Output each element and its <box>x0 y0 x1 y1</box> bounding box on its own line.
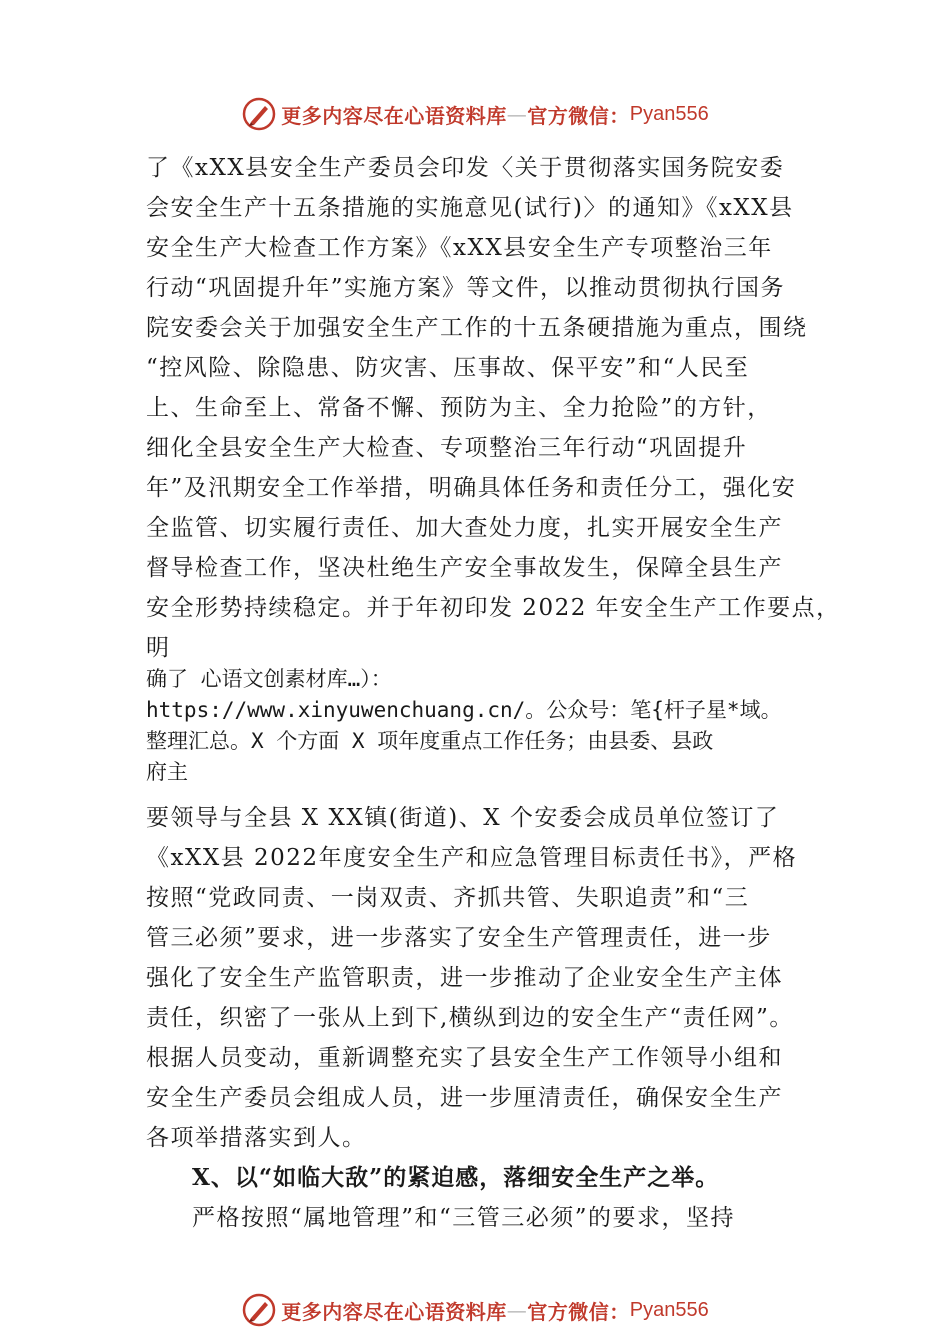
body-line: 明 <box>146 635 171 661</box>
body-line: 安全生产大检查工作方案》《xXX县安全生产专项整治三年 <box>146 235 773 261</box>
body-line: 强化了安全生产监管职责，进一步推动了企业安全生产主体 <box>146 965 783 991</box>
inserted-note-line: 府主 <box>146 760 188 784</box>
body-line: 了《xXX县安全生产委员会印发〈关于贯彻落实国务院安委 <box>146 155 785 181</box>
body-line: 严格按照“属地管理”和“三管三必须”的要求，坚持 <box>192 1205 736 1231</box>
body-line: 会安全生产十五条措施的实施意见(试行)〉的通知》《xXX县 <box>146 195 794 221</box>
body-line: 行动“巩固提升年”实施方案》等文件，以推动贯彻执行国务 <box>146 275 786 301</box>
inserted-note-line: https://www.xinyuwenchuang.cn/。公众号：笔{杆子星*域。 <box>146 698 782 722</box>
pen-circle-logo-icon <box>241 1292 277 1328</box>
header-banner <box>0 94 950 134</box>
body-line: 根据人员变动，重新调整充实了县安全生产工作领导小组和 <box>146 1045 783 1071</box>
body-line: 全监管、切实履行责任、加大查处力度，扎实开展安全生产 <box>146 515 783 541</box>
pen-circle-logo-icon <box>241 96 277 132</box>
body-line: 《xXX县 2022年度安全生产和应急管理目标责任书》，严格 <box>146 845 798 871</box>
body-line: 各项举措落实到人。 <box>146 1125 367 1151</box>
footer-banner <box>0 1290 950 1330</box>
banner-dash: — <box>506 1298 528 1322</box>
body-line: 责任，织密了一张从上到下,横纵到边的安全生产“责任网”。 <box>146 1005 794 1031</box>
body-line: 管三必须”要求，进一步落实了安全生产管理责任，进一步 <box>146 925 772 951</box>
body-line: 按照“党政同责、一岗双责、齐抓共管、失职追责”和“三 <box>146 885 750 911</box>
document-body <box>146 148 841 1238</box>
body-line: 安全形势持续稳定。并于年初印发 2022 年安全生产工作要点， <box>146 595 841 621</box>
banner-text: 更多内容尽在心语资料库 <box>281 103 507 128</box>
banner-wechat-id: Pyan556 <box>629 102 709 125</box>
body-line: “控风险、除隐患、防灾害、压事故、保平安”和“人民至 <box>146 355 750 381</box>
body-line: 上、生命至上、常备不懈、预防为主、全力抢险”的方针， <box>146 395 772 421</box>
body-line: 安全生产委员会组成人员，进一步厘清责任，确保安全生产 <box>146 1085 783 1111</box>
body-line: 督导检查工作，坚决杜绝生产安全事故发生，保障全县生产 <box>146 555 783 581</box>
banner-wechat-label: 官方微信： <box>527 1299 630 1324</box>
body-line: 要领导与全县 X XX镇(街道)、X 个安委会成员单位签订了 <box>146 805 780 831</box>
banner-dash: — <box>506 102 528 126</box>
body-line: 细化全县安全生产大检查、专项整治三年行动“巩固提升 <box>146 435 748 461</box>
banner-wechat-label: 官方微信： <box>527 103 630 128</box>
banner-wechat-id: Pyan556 <box>629 1298 709 1321</box>
body-line: 年”及汛期安全工作举措，明确具体任务和责任分工，强化安 <box>146 475 797 501</box>
inserted-note-line: 整理汇总。X 个方面 X 项年度重点工作任务；由县委、县政 <box>146 729 714 753</box>
inserted-note-line: 确了 心语文创素材库…）： <box>146 667 392 691</box>
section-heading: X、以“如临大敌”的紧迫感，落细安全生产之举。 <box>192 1164 720 1191</box>
body-line: 院安委会关于加强安全生产工作的十五条硬措施为重点，围绕 <box>146 315 808 341</box>
banner-text: 更多内容尽在心语资料库 <box>281 1299 507 1324</box>
